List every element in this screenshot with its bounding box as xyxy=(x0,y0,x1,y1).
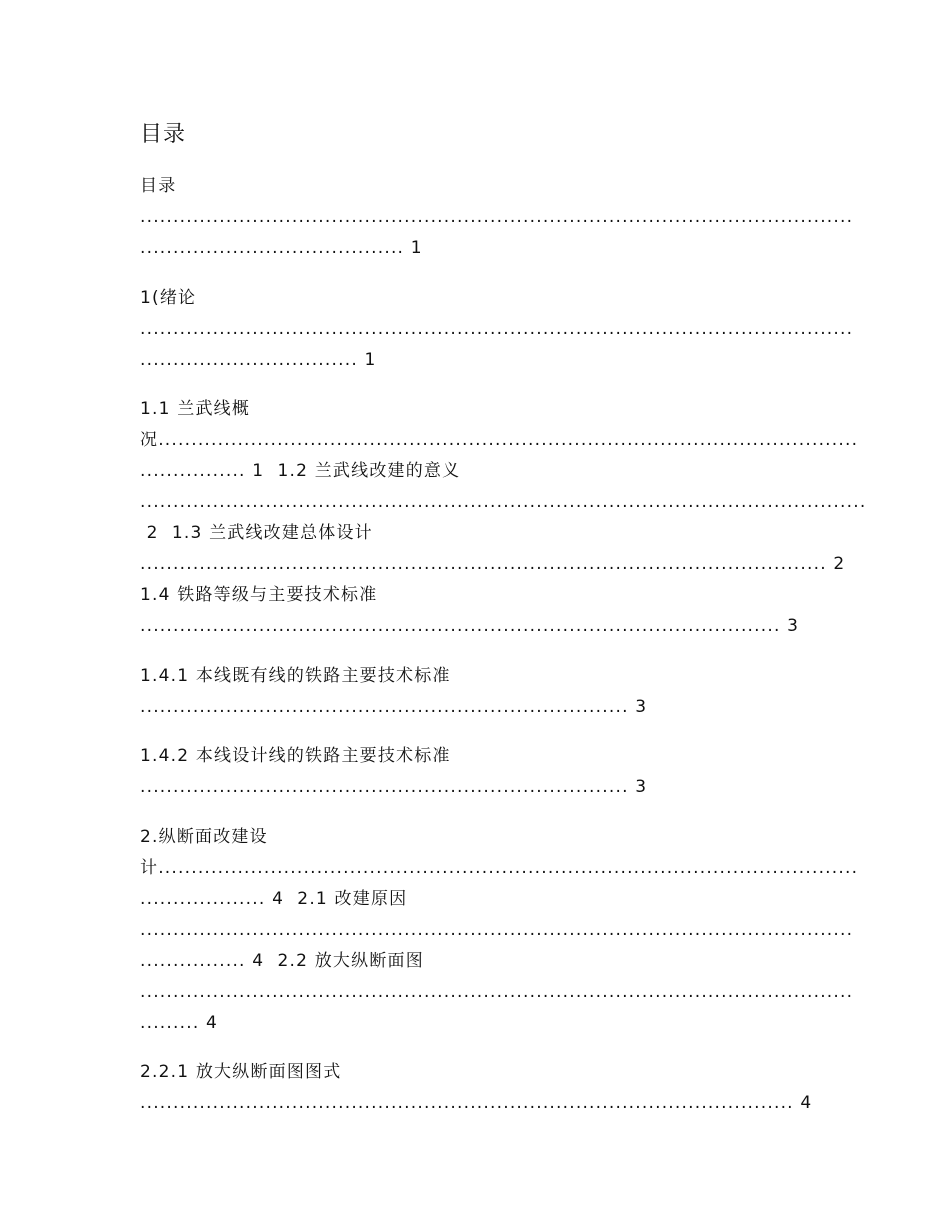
toc-entry-title: 2.纵断面改建设 xyxy=(140,827,268,847)
toc-leader-dots: ............................................................................................................ xyxy=(140,920,854,940)
toc-leader-page: ......... 4 xyxy=(140,1013,219,1033)
toc-heading: 目录 xyxy=(140,122,187,147)
toc-leader-page: ................................. 1 xyxy=(140,350,377,370)
toc-entry-title: 1.4.2 本线设计线的铁路主要技术标准 xyxy=(140,746,451,766)
toc-leader-page: ................... 4 2.1 改建原因 xyxy=(140,889,408,909)
toc-leader-dots: ............................................................................................................ xyxy=(140,319,854,339)
toc-leader-page: .......................................................................... 3 xyxy=(140,697,648,717)
toc-leader-dots: ............................................................................................................ xyxy=(140,982,854,1002)
toc-leader-page: ................................................................................................. 3 xyxy=(140,616,800,636)
toc-leader-page: ................ 4 2.2 放大纵断面图 xyxy=(140,951,424,971)
toc-leader-page: ........................................ 1 xyxy=(140,238,423,258)
toc-entry-title: 1.1 兰武线概 xyxy=(140,399,251,419)
toc-leader-dots: 计.......................................................................................................... xyxy=(140,858,859,878)
toc-leader-dots: 况.......................................................................................................... xyxy=(140,430,859,450)
toc-leader-dots: ............................................................................................................ xyxy=(140,207,854,227)
toc-entry-title: 1.4 铁路等级与主要技术标准 xyxy=(140,585,378,605)
toc-leader-page: ................ 1 1.2 兰武线改建的意义 xyxy=(140,461,461,481)
toc-entry-title: 1(绪论 xyxy=(140,288,197,308)
toc-entry-title: 1.4.1 本线既有线的铁路主要技术标准 xyxy=(140,666,451,686)
toc-entry-title: 目录 xyxy=(140,176,177,196)
toc-leader-page: ........................................................................................................ 2 xyxy=(140,554,846,574)
toc-leader-page: ................................................................................................... 4 xyxy=(140,1093,813,1113)
toc-leader-dots: .............................................................................................................. xyxy=(140,492,867,512)
toc-leader-page: 2 1.3 兰武线改建总体设计 xyxy=(140,523,373,543)
toc-leader-page: .......................................................................... 3 xyxy=(140,777,648,797)
toc-entry-title: 2.2.1 放大纵断面图图式 xyxy=(140,1062,342,1082)
